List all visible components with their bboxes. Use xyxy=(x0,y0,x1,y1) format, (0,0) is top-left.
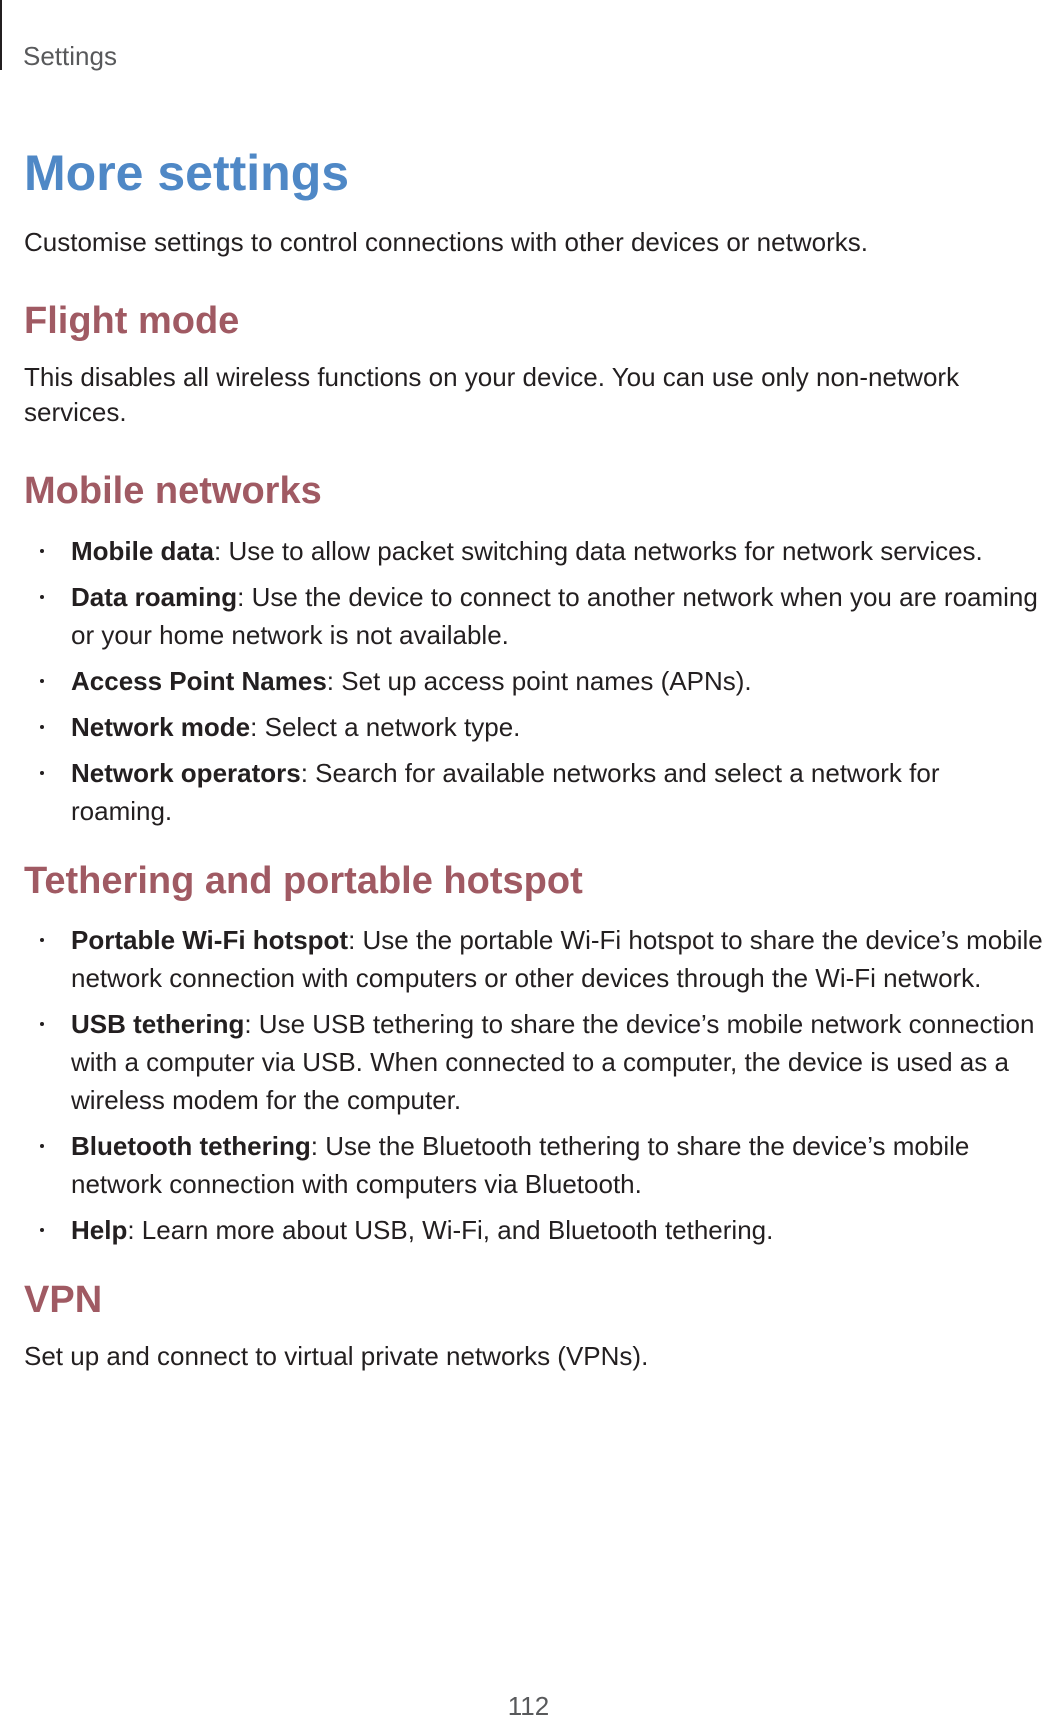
list-item-network-operators xyxy=(24,754,1044,830)
list-item-portable-wifi-hotspot xyxy=(24,921,1044,997)
desc-network-operators: : Search for available networks and select a network for roaming. xyxy=(71,757,940,826)
list-item-mobile-data xyxy=(24,532,1044,570)
bullet-icon xyxy=(40,1022,44,1026)
desc-usb-tethering: : Use USB tethering to share the device’s mobile network connection with a computer via USB. When connected to a computer, the device is used as a wireless modem for the computer. xyxy=(71,1009,1035,1116)
term-network-mode: Network mode xyxy=(71,711,251,742)
bullet-icon xyxy=(40,679,44,683)
section-heading-vpn: VPN xyxy=(24,1279,103,1322)
list-item-usb-tethering xyxy=(24,1005,1044,1119)
desc-network-mode: : Select a network type. xyxy=(250,711,521,742)
page-intro: Customise settings to control connections with other devices or networks. xyxy=(24,227,868,257)
section-tethering xyxy=(24,860,1044,1250)
page-content xyxy=(24,146,1044,1374)
list-item-help xyxy=(24,1211,1044,1249)
term-bluetooth-tethering: Bluetooth tethering xyxy=(71,1131,311,1162)
list-item-network-mode xyxy=(24,708,1044,746)
desc-bluetooth-tethering: : Use the Bluetooth tethering to share the device’s mobile network connection with computers via Bluetooth. xyxy=(71,1131,970,1200)
page-number: 112 xyxy=(507,1691,550,1721)
list-item-bluetooth-tethering xyxy=(24,1127,1044,1203)
term-mobile-data: Mobile data xyxy=(71,535,215,566)
section-flight-mode xyxy=(24,300,1044,430)
desc-data-roaming: : Use the device to connect to another network when you are roaming or your home network is not available. xyxy=(71,581,1038,650)
list-item-data-roaming xyxy=(24,578,1044,654)
term-usb-tethering: USB tethering xyxy=(71,1009,245,1040)
bullet-icon xyxy=(40,595,44,599)
term-network-operators: Network operators xyxy=(71,757,301,788)
term-access-point-names: Access Point Names xyxy=(71,665,327,696)
bullet-icon xyxy=(40,1144,44,1148)
desc-help: : Learn more about USB, Wi-Fi, and Bluetooth tethering. xyxy=(127,1215,774,1246)
desc-portable-wifi-hotspot: : Use the portable Wi-Fi hotspot to share the device’s mobile network connection with computers or other devices through the Wi-Fi network. xyxy=(71,925,1043,994)
bullet-icon xyxy=(40,1228,44,1232)
term-help: Help xyxy=(71,1215,128,1246)
section-heading-flight-mode: Flight mode xyxy=(24,300,240,343)
section-heading-tethering: Tethering and portable hotspot xyxy=(24,859,583,902)
tethering-list xyxy=(24,921,1044,1249)
section-heading-mobile-networks: Mobile networks xyxy=(24,469,322,512)
page-title: More settings xyxy=(24,145,350,201)
desc-access-point-names: : Set up access point names (APNs). xyxy=(326,665,752,696)
bullet-icon xyxy=(40,771,44,775)
page-edge-rule xyxy=(0,0,2,70)
section-vpn xyxy=(24,1279,1044,1374)
flight-mode-description: This disables all wireless functions on your device. You can use only non-network services. xyxy=(24,361,960,427)
desc-mobile-data: : Use to allow packet switching data networks for network services. xyxy=(214,535,983,566)
term-data-roaming: Data roaming xyxy=(71,581,238,612)
vpn-description: Set up and connect to virtual private networks (VPNs). xyxy=(24,1341,649,1372)
bullet-icon xyxy=(40,938,44,942)
running-header: Settings xyxy=(23,41,117,71)
term-portable-wifi-hotspot: Portable Wi-Fi hotspot xyxy=(71,925,349,956)
bullet-icon xyxy=(40,725,44,729)
list-item-access-point-names xyxy=(24,662,1044,700)
section-mobile-networks xyxy=(24,470,1044,830)
bullet-icon xyxy=(40,549,44,553)
mobile-networks-list xyxy=(24,532,1044,830)
